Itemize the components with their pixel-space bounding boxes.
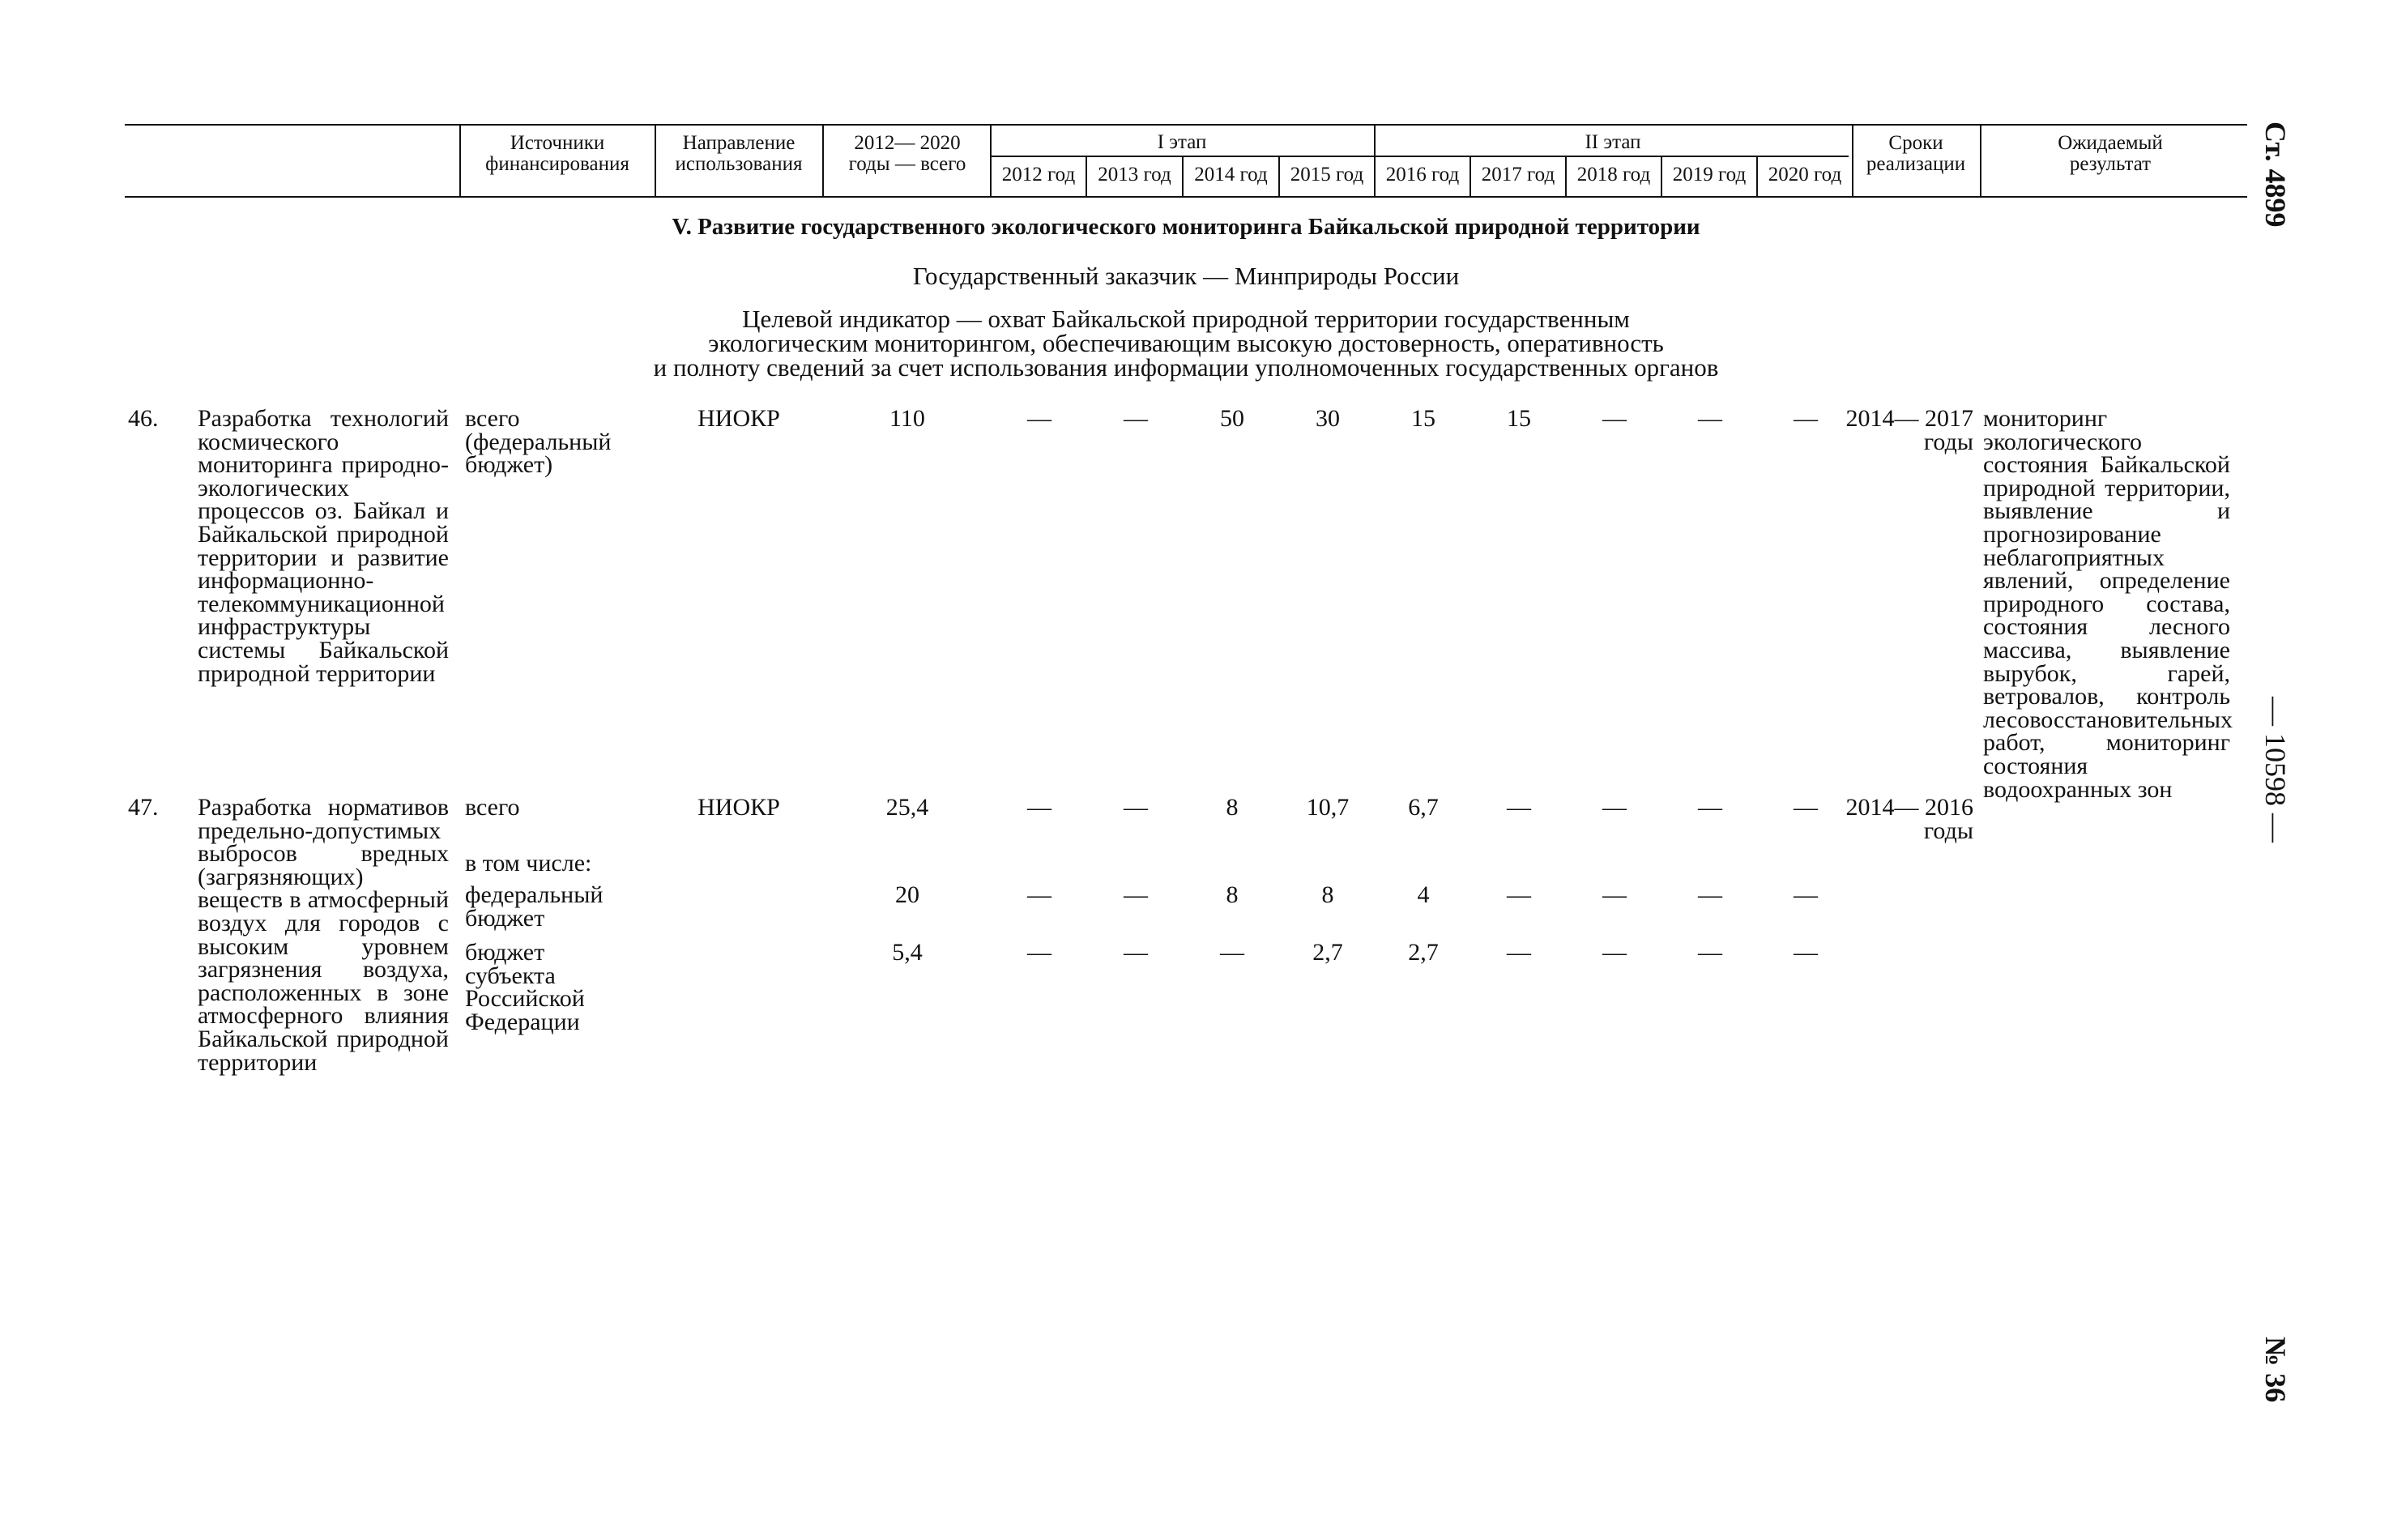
year-value: 8 xyxy=(1321,881,1334,908)
year-value: — xyxy=(1602,405,1627,432)
year-value: — xyxy=(1698,939,1722,966)
sheet-number-label: — 10598 — xyxy=(2259,697,2292,843)
section-title: V. Развитие государственного экологического мониторинга Байкальской природной территории xyxy=(672,214,1700,240)
year-value: — xyxy=(1027,405,1051,432)
header-year: 2015 год xyxy=(1290,164,1364,186)
total-value: 110 xyxy=(889,405,925,432)
year-value: — xyxy=(1794,881,1818,908)
funding-source: всего xyxy=(465,794,520,821)
implementation-terms: 2014— 2017 годы xyxy=(1845,405,1973,455)
header-year: 2012 год xyxy=(1001,164,1076,186)
year-value: — xyxy=(1794,405,1818,432)
measure-name: Разработка нормативов предельно-допустимых выбросов вредных (загрязняющих) веществ в атмосферный воздух для городов с высоким уровнем загрязнения воздуха, расположенных в зоне атмосферного влияния Байкальской природной территории xyxy=(198,794,449,1076)
row-number: 46. xyxy=(128,405,159,432)
header-direction: Направление использования xyxy=(675,132,803,175)
header-year: 2017 год xyxy=(1481,164,1555,186)
usage-direction: НИОКР xyxy=(697,405,780,432)
funding-source: бюджет субъекта Российской Федерации xyxy=(465,939,585,1035)
target-indicator-line: экологическим мониторингом, обеспечивающим высокую достоверность, оперативность xyxy=(708,329,1664,357)
year-value: 2,7 xyxy=(1408,939,1439,966)
year-value: — xyxy=(1698,794,1722,821)
header-year: 2019 год xyxy=(1672,164,1747,186)
header-total: 2012— 2020 годы — всего xyxy=(848,132,966,175)
funding-source: федеральный бюджет xyxy=(465,881,604,932)
year-value: — xyxy=(1220,939,1244,966)
col-divider xyxy=(822,124,824,196)
year-value: 15 xyxy=(1411,405,1435,432)
col-divider xyxy=(1980,124,1981,196)
year-value: 10,7 xyxy=(1306,794,1350,821)
target-indicator xyxy=(125,307,2247,380)
year-value: — xyxy=(1602,881,1627,908)
header-year: 2018 год xyxy=(1576,164,1651,186)
row-number: 47. xyxy=(128,794,159,821)
year-value: — xyxy=(1794,939,1818,966)
year-value: — xyxy=(1027,794,1051,821)
year-value: 4 xyxy=(1417,881,1430,908)
header-top-rule xyxy=(125,124,2247,126)
year-value: — xyxy=(1602,794,1627,821)
year-value: — xyxy=(1124,794,1148,821)
header-year: 2016 год xyxy=(1385,164,1460,186)
state-customer: Государственный заказчик — Минприроды России xyxy=(912,262,1460,290)
year-value: 8 xyxy=(1226,881,1239,908)
header-sources: Источники финансирования xyxy=(485,132,629,175)
year-value: — xyxy=(1507,939,1531,966)
header-year: 2020 год xyxy=(1768,164,1842,186)
funding-source: всего (федеральный бюджет) xyxy=(465,405,612,479)
year-value: — xyxy=(1124,405,1148,432)
header-stage-2: II этап xyxy=(1585,131,1641,153)
implementation-terms: 2014— 2016 годы xyxy=(1845,794,1973,844)
year-value: 15 xyxy=(1507,405,1531,432)
year-value: — xyxy=(1698,881,1722,908)
years-divider-rule xyxy=(990,156,1849,157)
issue-number-label: № 36 xyxy=(2259,1337,2292,1403)
year-value: 50 xyxy=(1220,405,1244,432)
year-value: — xyxy=(1027,939,1051,966)
year-value: — xyxy=(1027,881,1051,908)
year-value: 2,7 xyxy=(1312,939,1343,966)
page-number-label: Ст. 4899 xyxy=(2259,122,2292,228)
col-divider xyxy=(459,124,461,196)
year-value: — xyxy=(1507,881,1531,908)
year-value: — xyxy=(1507,794,1531,821)
funding-source: в том числе: xyxy=(465,850,592,877)
header-year: 2013 год xyxy=(1098,164,1171,186)
expected-result: мониторинг экологического состояния Байкальской природной территории, выявление и прогнозирование неблагоприятных явлений, определение природного состава, состояния лесного массива, выявление вырубок, гарей, ветровалов, контроль лесовосстановительных работ, мониторинг состояния водоохранных зон xyxy=(1983,405,2233,803)
col-divider xyxy=(655,124,656,196)
total-value: 5,4 xyxy=(892,939,923,966)
year-value: — xyxy=(1794,794,1818,821)
year-value: 6,7 xyxy=(1408,794,1439,821)
year-value: — xyxy=(1602,939,1627,966)
total-value: 20 xyxy=(895,881,919,908)
year-value: 30 xyxy=(1316,405,1340,432)
header-year: 2014 год xyxy=(1194,164,1268,186)
measure-name: Разработка технологий космического мониторинга природно-экологических процессов оз. Байкал и Байкальской природной территории и развитие информационно-телекоммуникационной инфраструктуры системы Байкальской природной территории xyxy=(198,405,449,687)
usage-direction: НИОКР xyxy=(697,794,780,821)
total-value: 25,4 xyxy=(885,794,929,821)
year-value: 8 xyxy=(1226,794,1239,821)
header-stage-1: I этап xyxy=(1157,131,1207,153)
year-value: — xyxy=(1124,939,1148,966)
target-indicator-line: и полноту сведений за счет использования информации уполномоченных государственных органов xyxy=(653,353,1719,382)
year-value: — xyxy=(1124,881,1148,908)
target-indicator-line: Целевой индикатор — охват Байкальской природной территории государственным xyxy=(742,305,1630,333)
header-bottom-rule xyxy=(125,196,2247,198)
year-value: — xyxy=(1698,405,1722,432)
header-terms: Сроки реализации xyxy=(1866,132,1966,175)
header-result: Ожидаемый результат xyxy=(2058,132,2163,175)
